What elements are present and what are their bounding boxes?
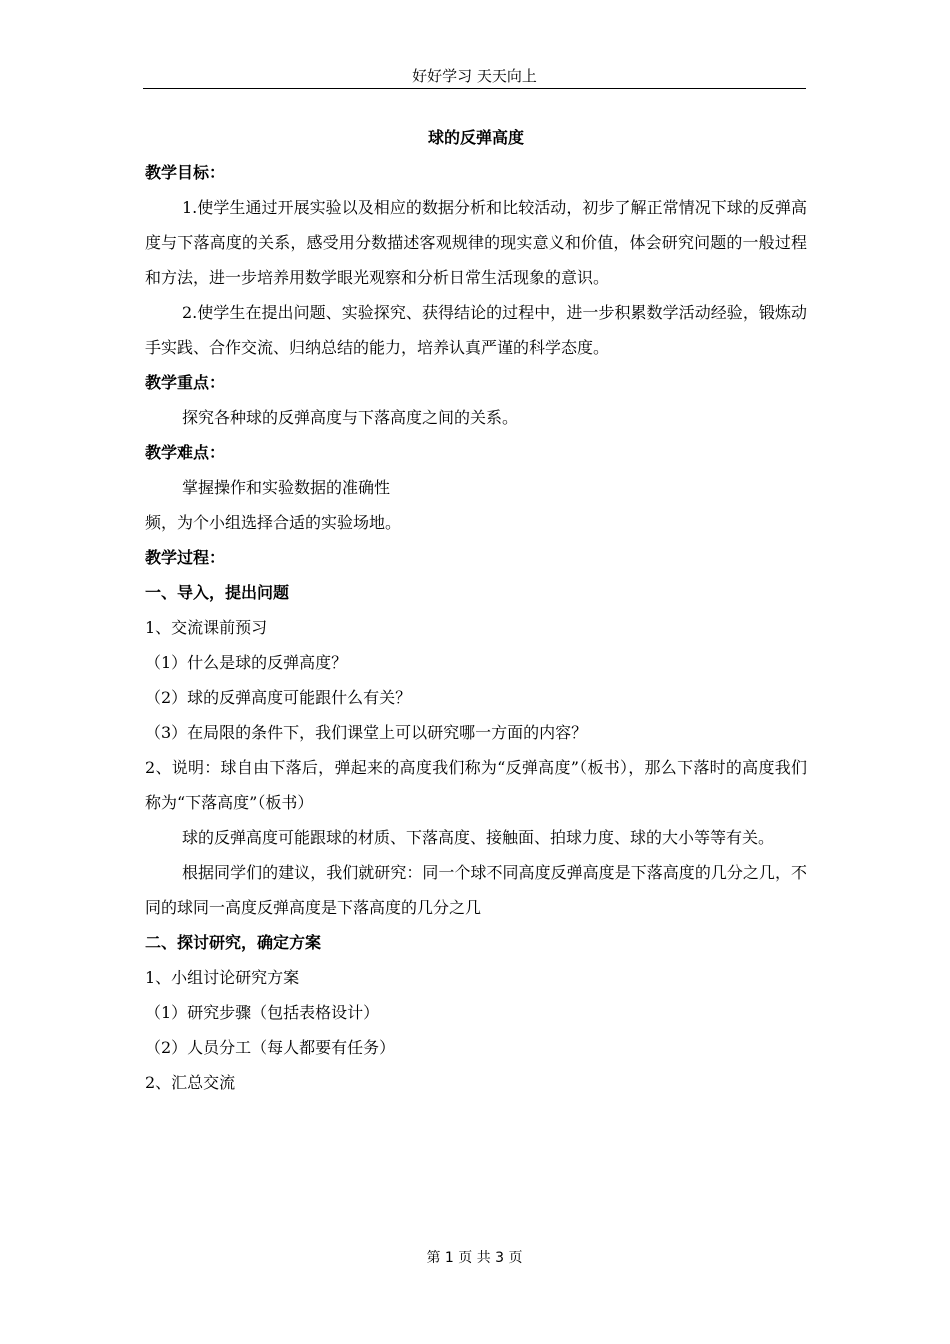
paragraph-difficulty: 掌握操作和实验数据的准确性: [182, 478, 391, 497]
paragraph-objective-1: 1.使学生通过开展实验以及相应的数据分析和比较活动，初步了解正常情况下球的反弹高度与下落高度的关系，感受用分数描述客观规律的现实意义和价值，体会研究问题的一般过程和方法，进一步培养用数学眼光观察和分析日常生活现象的意识。: [145, 198, 807, 287]
paragraph-factors: 球的反弹高度可能跟球的材质、下落高度、接触面、拍球力度、球的大小等等有关。: [182, 828, 775, 847]
list-item: 2、汇总交流: [145, 1073, 236, 1092]
list-item: （2）球的反弹高度可能跟什么有关？: [145, 688, 412, 707]
list-item: （1）研究步骤（包括表格设计）: [145, 1003, 380, 1022]
list-item: 1、小组讨论研究方案: [145, 968, 300, 987]
section-heading-part-2: 二、探讨研究，确定方案: [145, 933, 322, 952]
paragraph-objective-2: 2.使学生在提出问题、实验探究、获得结论的过程中，进一步积累数学活动经验，锻炼动手实践、合作交流、归纳总结的能力，培养认真严谨的科学态度。: [145, 303, 807, 357]
list-item: （1）什么是球的反弹高度？: [145, 653, 348, 672]
section-heading-difficulties: 教学难点：: [145, 443, 226, 462]
paragraph-key-point: 探究各种球的反弹高度与下落高度之间的关系。: [182, 408, 519, 427]
section-heading-key-points: 教学重点：: [145, 373, 226, 392]
list-item: （2）人员分工（每人都要有任务）: [145, 1038, 396, 1057]
paragraph-difficulty-cont: 频，为个小组选择合适的实验场地。: [145, 513, 402, 532]
list-item: 1、交流课前预习: [145, 618, 268, 637]
document-title: 球的反弹高度: [427, 128, 524, 147]
document-body: [145, 120, 807, 1100]
paragraph-research-topic: 根据同学们的建议，我们就研究：同一个球不同高度反弹高度是下落高度的几分之几，不同的球同一高度反弹高度是下落高度的几分之几: [145, 863, 807, 917]
section-heading-process: 教学过程：: [145, 548, 226, 567]
page-header: 好好学习 天天向上: [412, 67, 537, 85]
header-divider: [143, 88, 806, 89]
section-heading-objectives: 教学目标：: [145, 163, 226, 182]
paragraph-explanation: 2、说明：球自由下落后，弹起来的高度我们称为“反弹高度”（板书），那么下落时的高度我们称为“下落高度”（板书）: [145, 758, 807, 812]
section-heading-part-1: 一、导入，提出问题: [145, 583, 290, 602]
page-footer: 第 1 页 共 3 页: [426, 1250, 523, 1266]
list-item: （3）在局限的条件下，我们课堂上可以研究哪一方面的内容？: [145, 723, 588, 742]
